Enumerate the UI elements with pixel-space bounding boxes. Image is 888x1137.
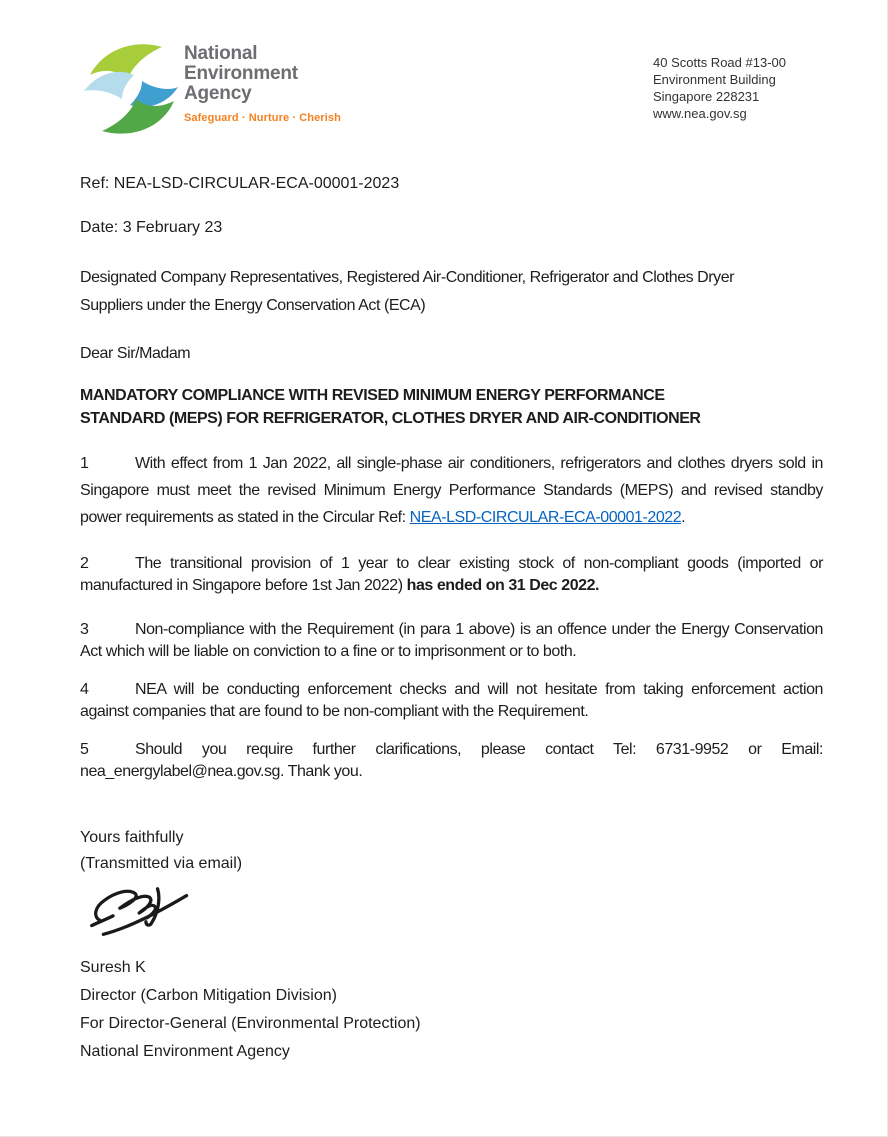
- paragraph-5-text: Should you require further clarifications, please contact Tel: 6731-9952 or Email: nea_energylabel@nea.gov.sg. Thank you.: [80, 741, 823, 780]
- subject-heading: [80, 384, 823, 430]
- paragraph-5: [80, 739, 823, 783]
- logo-swoosh-light-blue: [84, 72, 134, 99]
- circular-2022-link[interactable]: NEA-LSD-CIRCULAR-ECA-00001-2022: [409, 509, 682, 526]
- letter-body: [0, 174, 887, 1066]
- closing-block: [80, 825, 823, 877]
- paragraph-1-text: With effect from 1 Jan 2022, all single-phase air conditioners, refrigerators and clothes dryers sold in Singapore must meet the revised Minimum Energy Performance Standards (MEPS) and revised standby power requirements as stated in the Circular Ref:: [80, 455, 823, 526]
- signatory-block: [80, 954, 823, 1066]
- paragraph-1-period: .: [681, 509, 686, 526]
- signatory-organisation: National Environment Agency: [80, 1043, 290, 1060]
- paragraph-2-number: 2: [80, 555, 89, 572]
- paragraph-3-number: 3: [80, 621, 89, 638]
- address-street: 40 Scotts Road #13-00: [653, 55, 786, 70]
- paragraph-1-number: 1: [80, 455, 89, 472]
- subject-line: MANDATORY COMPLIANCE WITH REVISED MINIMUM ENERGY PERFORMANCE: [80, 387, 665, 404]
- paragraph-3-text: Non-compliance with the Requirement (in para 1 above) is an offence under the Energy Conservation Act which will be liable on conviction to a fine or to imprisonment or to both.: [80, 621, 823, 660]
- paragraph-2-bold-text: has ended on 31 Dec 2022.: [406, 577, 600, 594]
- signatory-name: Suresh K: [80, 959, 146, 976]
- recipient-line: Suppliers under the Energy Conservation Act (ECA): [80, 297, 426, 314]
- valediction: Yours faithfully: [80, 829, 184, 846]
- subject-line: STANDARD (MEPS) FOR REFRIGERATOR, CLOTHES DRYER AND AIR-CONDITIONER: [80, 410, 701, 427]
- paragraph-1: [80, 450, 823, 531]
- address-building: Environment Building: [653, 72, 776, 87]
- logo-text: [184, 38, 341, 124]
- address-postal: Singapore 228231: [653, 89, 760, 104]
- logo-tagline: Safeguard · Nurture · Cherish: [184, 112, 341, 124]
- nea-swirl-logo-icon: [82, 38, 182, 140]
- logo-name-line3: Agency: [184, 83, 252, 104]
- paragraph-3: [80, 619, 823, 663]
- logo-name-line1: National: [184, 43, 258, 64]
- paragraph-5-number: 5: [80, 741, 89, 758]
- logo-name-line2: Environment: [184, 63, 298, 84]
- date-line: Date: 3 February 23: [80, 219, 223, 236]
- paragraph-2: [80, 553, 823, 597]
- signatory-title: Director (Carbon Mitigation Division): [80, 987, 337, 1004]
- transmission-note: (Transmitted via email): [80, 855, 243, 872]
- nea-logo: [82, 38, 341, 140]
- recipient-block: [80, 264, 823, 320]
- logo-swoosh-green: [102, 99, 174, 134]
- agency-address: [653, 38, 823, 122]
- paragraph-4-text: NEA will be conducting enforcement checks and will not hesitate from taking enforcement action against companies that are found to be non-compliant with the Requirement.: [80, 681, 823, 720]
- paragraph-4: [80, 679, 823, 723]
- recipient-line: Designated Company Representatives, Registered Air-Conditioner, Refrigerator and Clothes Dryer: [80, 269, 735, 286]
- signatory-for-title: For Director-General (Environmental Protection): [80, 1015, 421, 1032]
- paragraph-4-number: 4: [80, 681, 89, 698]
- agency-website: www.nea.gov.sg: [653, 106, 747, 121]
- letterhead: [0, 0, 887, 142]
- reference-line: Ref: NEA-LSD-CIRCULAR-ECA-00001-2023: [80, 175, 400, 192]
- paragraph-2-text: The transitional provision of 1 year to clear existing stock of non-compliant goods (imported or manufactured in Singapore before 1st Jan 2022): [80, 555, 823, 594]
- salutation: Dear Sir/Madam: [80, 345, 191, 362]
- handwritten-signature: [84, 883, 204, 943]
